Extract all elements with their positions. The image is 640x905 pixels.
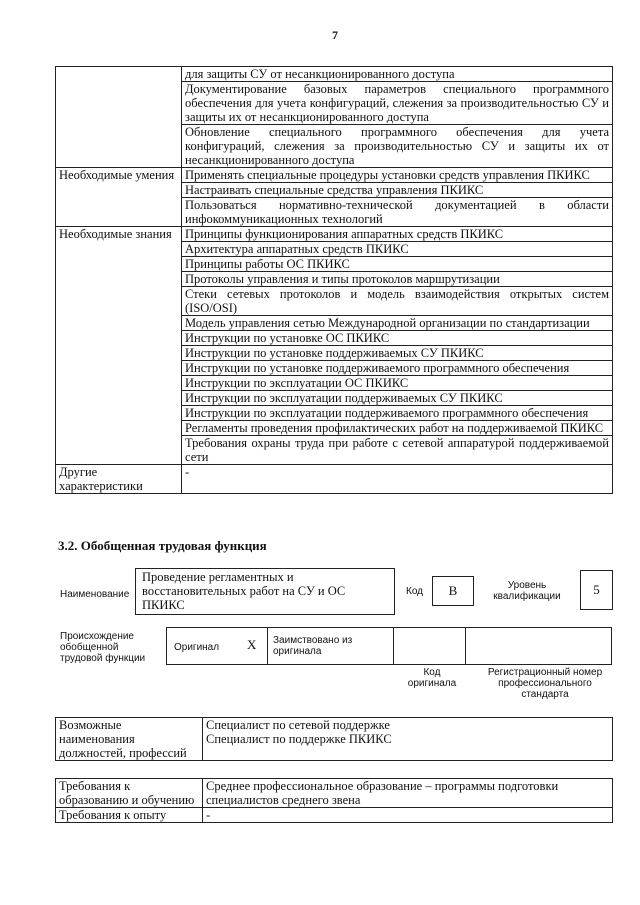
- row-item: Применять специальные процедуры установки средств управления ПКИКС: [182, 168, 613, 183]
- origin-box: [166, 627, 612, 665]
- row-item: Инструкции по эксплуатации ОС ПКИКС: [182, 376, 613, 391]
- row-item: Регламенты проведения профилактических работ на поддерживаемой ПКИКС: [182, 421, 613, 436]
- row-label: [56, 67, 182, 168]
- table-row: [56, 168, 613, 183]
- row-item: -: [182, 465, 613, 494]
- level-box: [580, 570, 613, 610]
- origin-label: Происхождение обобщенной трудовой функции: [60, 631, 146, 664]
- table-row: [56, 465, 613, 494]
- code-value: В: [448, 583, 458, 598]
- row-item: Архитектура аппаратных средств ПКИКС: [182, 242, 613, 257]
- row-item: Стеки сетевых протоколов и модель взаимодействия открытых систем (ISO/OSI): [182, 287, 613, 316]
- code-original-caption: Код оригинала: [407, 667, 457, 689]
- row-item: Требования охраны труда при работе с сетевой аппаратурой поддерживаемой сети: [182, 436, 613, 465]
- level-value: 5: [593, 582, 600, 597]
- position-line: Специалист по поддержке ПКИКС: [206, 732, 392, 746]
- row-item: Инструкции по эксплуатации поддерживаемого программного обеспечения: [182, 406, 613, 421]
- name-label: Наименование: [60, 589, 130, 600]
- positions-label: Возможные наименования должностей, профессий: [56, 718, 203, 761]
- row-item: Инструкции по эксплуатации поддерживаемых СУ ПКИКС: [182, 391, 613, 406]
- positions-values: [203, 718, 613, 761]
- divider-3: [465, 628, 466, 664]
- row-label: Другие характеристики: [56, 465, 182, 494]
- education-value: Среднее профессиональное образование – программы подготовки специалистов среднего звена: [203, 779, 613, 808]
- row-item: Инструкции по установке ОС ПКИКС: [182, 331, 613, 346]
- skills-table: [55, 66, 613, 494]
- row-item: Пользоваться нормативно-технической документацией в области инфокоммуникационных технологий: [182, 198, 613, 227]
- position-line: Специалист по сетевой поддержке: [206, 718, 390, 732]
- row-item: Принципы работы ОС ПКИКС: [182, 257, 613, 272]
- row-item: Модель управления сетью Международной организации по стандартизации: [182, 316, 613, 331]
- divider-2: [393, 628, 394, 664]
- function-name: Проведение регламентных и восстановительных работ на СУ и ОС ПКИКС: [142, 570, 346, 612]
- table-row: [56, 67, 613, 82]
- row-label: Необходимые знания: [56, 227, 182, 465]
- experience-value: -: [203, 808, 613, 823]
- row-label: Необходимые умения: [56, 168, 182, 227]
- code-label: Код: [406, 586, 424, 597]
- code-box: [432, 576, 474, 606]
- function-name-box: [135, 568, 395, 615]
- education-label: Требования к образованию и обучению: [56, 779, 203, 808]
- reg-number-caption: Регистрационный номер профессионального стандарта: [487, 667, 603, 700]
- row-item: Инструкции по установке поддерживаемых СУ ПКИКС: [182, 346, 613, 361]
- original-mark: Х: [247, 637, 257, 652]
- row-item: Протоколы управления и типы протоколов маршрутизации: [182, 272, 613, 287]
- page-number: 7: [332, 28, 338, 42]
- row-item: Принципы функционирования аппаратных средств ПКИКС: [182, 227, 613, 242]
- experience-label: Требования к опыту: [56, 808, 203, 823]
- requirements-table: [55, 778, 613, 823]
- borrowed-label: Заимствовано из оригинала: [273, 635, 353, 657]
- row-item: Документирование базовых параметров специального программного обеспечения для учета конфигураций, слежения за производительностью СУ и защиты их от несанкционированного доступа: [182, 82, 613, 125]
- row-item: Инструкции по установке поддерживаемого программного обеспечения: [182, 361, 613, 376]
- original-label: Оригинал: [174, 642, 220, 653]
- divider-1: [267, 628, 268, 664]
- row-item: для защиты СУ от несанкционированного доступа: [182, 67, 613, 82]
- section-heading: 3.2. Обобщенная трудовая функция: [58, 538, 267, 553]
- table-row: [56, 227, 613, 242]
- positions-table: [55, 717, 613, 761]
- row-item: Обновление специального программного обеспечения для учета конфигураций, слежения за производительностью СУ и защиты их от несанкционированного доступа: [182, 125, 613, 168]
- row-item: Настраивать специальные средства управления ПКИКС: [182, 183, 613, 198]
- level-label: Уровень квалификации: [493, 580, 561, 602]
